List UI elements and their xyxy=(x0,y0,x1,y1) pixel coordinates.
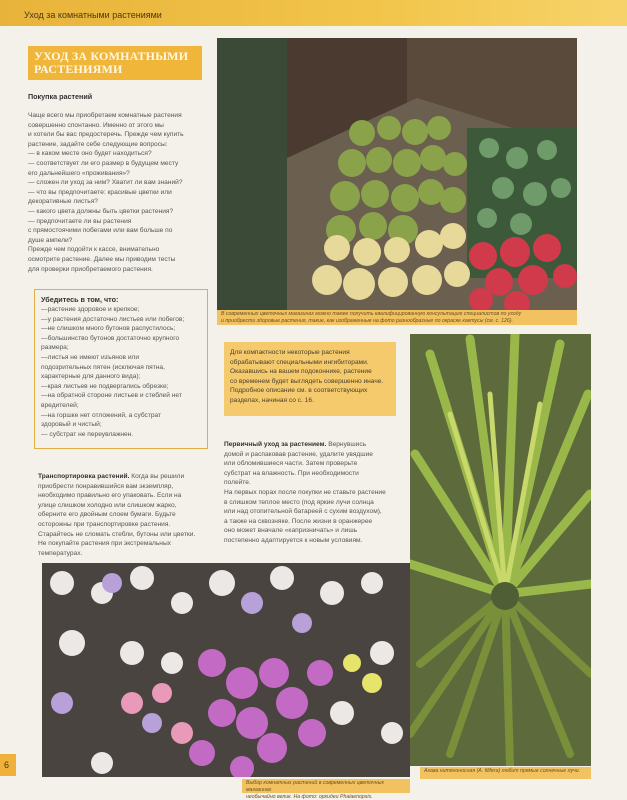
purchase-line: — какого цвета должны быть цветки растения? xyxy=(28,207,174,215)
transport-paragraph xyxy=(38,472,218,558)
note-line: разделах, начиная со с. 16. xyxy=(230,396,314,404)
purchase-line: осмотрите растение. Далее мы приводим тесты xyxy=(28,255,176,263)
transport-line xyxy=(38,472,218,482)
transport-line: Не покупайте растения при экстремальных xyxy=(38,540,171,548)
purchase-line: душе ампели? xyxy=(28,236,73,244)
agave-photo xyxy=(410,334,591,766)
transport-line: оберните его двойным слоем бумаги. Будьте xyxy=(38,511,176,519)
checklist-line: —у растения достаточно листьев или побегов; xyxy=(41,315,185,323)
care-line: домой и распаковав растение, удалите увядшие xyxy=(224,450,373,458)
primary-care-heading: Первичный уход за растением. xyxy=(224,441,327,448)
checklist-line: характерные для данного вида); xyxy=(41,373,141,381)
orchid-photo xyxy=(42,563,410,777)
purchase-line: — что вы предпочитаете: красивые цветки или xyxy=(28,188,172,196)
purchase-line: и хотели бы вас предостеречь. Прежде чем купить xyxy=(28,131,184,139)
care-line: или обломившиеся части. Затем проверьте xyxy=(224,460,358,468)
purchase-line: — предпочитаете ли вы растения xyxy=(28,217,132,225)
checklist-line: —на горшке нет отложений, а субстрат xyxy=(41,411,162,419)
transport-line: приобрести понравившийся вам экземпляр, xyxy=(38,482,174,490)
note-line: Подробное описание см. в соответствующих xyxy=(230,387,368,395)
cactus-photo xyxy=(217,38,577,316)
cactus-caption-line-2: и приобрести здоровые растения, такие, как изображенные на фото разнообразные по окраске кактусы (см. с. 126). xyxy=(221,318,513,324)
care-line xyxy=(224,440,410,450)
page-title-line-1: УХОД ЗА КОМНАТНЫМИ xyxy=(34,49,189,63)
care-line: постепенно адаптируется к новым условиям. xyxy=(224,536,363,544)
purchase-line: — в каком месте оно будет находиться? xyxy=(28,150,152,158)
transport-line-text: Когда вы решили xyxy=(131,473,185,480)
checklist-line: вредителей; xyxy=(41,401,79,409)
care-line: а также на сквозняке. После жизни в оранжерее xyxy=(224,517,373,525)
note-line: обрабатывают специальными ингибиторами. xyxy=(230,358,369,366)
purchase-heading: Покупка растений xyxy=(28,92,93,101)
purchase-line: для проверки приобретаемого растения. xyxy=(28,265,153,273)
checklist-line: —края листьев не подвергались обрезке; xyxy=(41,382,169,390)
care-line: полейте. xyxy=(224,479,251,487)
care-line: На первых порах после покупки не ставьте растение xyxy=(224,488,386,496)
primary-care-paragraph xyxy=(224,440,410,546)
checklist-box xyxy=(34,289,208,449)
transport-heading: Транспортировка растений. xyxy=(38,473,130,480)
orchid-caption xyxy=(242,779,410,800)
care-line: оно может вначале «капризничать» и лишь xyxy=(224,527,358,535)
checklist-line: —листья не имеют изъянов или xyxy=(41,353,140,361)
agave-caption: Агава нитяноносная (A. filifera) любит прямые солнечные лучи. xyxy=(420,767,591,779)
purchase-line: — соответствует ли его размер в будущем месту xyxy=(28,159,179,167)
page-number: 6 xyxy=(4,760,10,770)
checklist-line: здоровый и чистый; xyxy=(41,421,102,429)
note-line: Для компактности некоторые растения xyxy=(230,349,350,356)
note-box xyxy=(224,342,396,416)
purchase-line: с прямостоячими побегами или вам больше по xyxy=(28,227,173,235)
checklist-line: —не слишком много бутонов распустилось; xyxy=(41,325,176,333)
transport-line: необходимо правильно его упаковать. Если на xyxy=(38,492,182,500)
checklist-items xyxy=(41,305,201,439)
checklist-line: размера; xyxy=(41,344,69,352)
orchid-caption-line-2: необычайно велик. На фото: орхидеи Phalaenopsis. xyxy=(246,794,373,800)
transport-line: Старайтесь не сломать стебли, бутоны или цветки. xyxy=(38,530,196,538)
note-text xyxy=(230,348,390,406)
page-title-line-2: РАСТЕНИЯМИ xyxy=(34,62,123,76)
note-line: Оказавшись на вашем подоконнике, растение xyxy=(230,368,372,376)
care-line: субстрат на влажность. При необходимости xyxy=(224,469,359,477)
checklist-line: —на обратной стороне листьев и стеблей нет xyxy=(41,392,182,400)
purchase-line: декоративные листья? xyxy=(28,198,98,206)
purchase-paragraph xyxy=(28,111,214,274)
checklist-line: —растение здоровое и крепкое; xyxy=(41,306,140,313)
checklist-line: подозрительных пятен (исключая пятна, xyxy=(41,363,165,371)
care-line-text: Вернувшись xyxy=(328,441,367,448)
top-header-bar xyxy=(0,0,627,26)
orchid-caption-line-1: Выбор комнатных растений в современных цветочных магазинах xyxy=(246,780,385,793)
purchase-line: — сложен ли уход за ним? Хватит ли вам знаний? xyxy=(28,179,183,187)
care-line: в слишком теплое место (под яркие лучи солнца xyxy=(224,498,374,506)
cactus-caption-line-1: В современных цветочных магазинах можно также получить квалифицированную консультацию специалистов по уходу xyxy=(221,311,522,317)
page-number-tab xyxy=(0,754,16,776)
purchase-line: его дальнейшего «проживания»? xyxy=(28,169,130,177)
section-running-title: Уход за комнатными растениями xyxy=(24,10,162,20)
purchase-line: Прежде чем подойти к кассе, внимательно xyxy=(28,246,160,254)
checklist-line: —большинство бутонов достаточно крупного xyxy=(41,334,180,342)
page-title-box xyxy=(28,46,202,80)
purchase-line: Чаще всего мы приобретаем комнатные растения xyxy=(28,112,182,119)
cactus-caption xyxy=(217,310,577,325)
transport-line: температурах. xyxy=(38,549,83,557)
transport-line: осторожны при транспортировке растения. xyxy=(38,520,171,528)
note-line: со временем будет выглядеть совершенно иначе. xyxy=(230,377,384,385)
checklist-heading: Убедитесь в том, что: xyxy=(41,295,119,304)
transport-line: улице слишком холодно или слишком жарко, xyxy=(38,501,177,509)
checklist-line: — субстрат не переувлажнен. xyxy=(41,430,134,438)
care-line: или над отопительной батареей с сухим воздухом), xyxy=(224,508,382,516)
purchase-line: совершенно спонтанно. Именно от этого мы xyxy=(28,121,164,129)
purchase-line: растение, задайте себе следующие вопросы: xyxy=(28,140,168,148)
